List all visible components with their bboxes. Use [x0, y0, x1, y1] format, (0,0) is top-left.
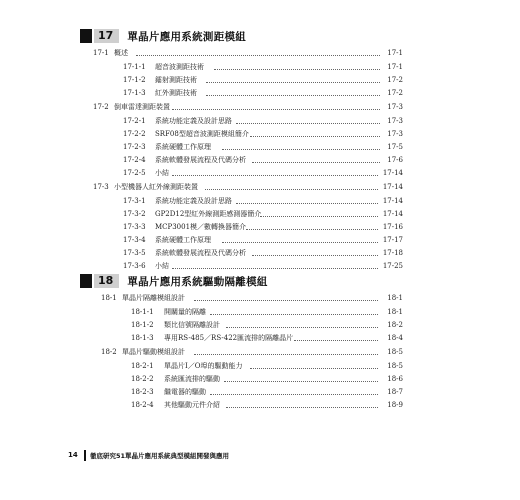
toc-section[interactable] — [0, 181, 520, 193]
subsection-number: 17-3-1 — [123, 197, 146, 205]
page-ref: 17-6 — [387, 156, 403, 164]
dot-leader — [214, 69, 380, 70]
page-ref: 18-1 — [387, 294, 403, 302]
subsection-number: 18-1-3 — [131, 334, 154, 342]
footer-page-number: 14 — [68, 451, 78, 459]
dot-leader — [206, 82, 380, 83]
chapter-title: 單晶片應用系統測距模組 — [127, 30, 247, 43]
page-ref: 18-6 — [387, 375, 403, 383]
subsection-number: 18-1-2 — [131, 321, 154, 329]
footer-book-title: 徹底研究51單晶片應用系統典型模組開發與應用 — [90, 451, 230, 460]
page-ref: 18-5 — [387, 348, 403, 356]
footer-divider — [84, 450, 86, 461]
dot-leader — [246, 229, 378, 230]
page-ref: 18-4 — [387, 334, 403, 342]
subsection-title: 系統軟體發展流程及代碼分析 — [155, 156, 246, 164]
subsection-number: 17-2-2 — [123, 130, 146, 138]
dot-leader — [294, 340, 378, 341]
subsection-title: 紅外測距技術 — [155, 89, 197, 97]
chapter-number: 17 — [94, 29, 119, 43]
dot-leader — [210, 394, 378, 395]
chapter-heading — [80, 28, 246, 44]
subsection-number: 17-2-5 — [123, 169, 146, 177]
chapter-number: 18 — [94, 274, 119, 288]
page-ref: 17-14 — [382, 169, 403, 177]
page-ref: 18-2 — [387, 321, 403, 329]
dot-leader — [236, 123, 380, 124]
subsection-number: 18-1-1 — [131, 308, 154, 316]
dot-leader — [250, 136, 380, 137]
toc-subsection[interactable] — [0, 87, 520, 99]
subsection-number: 17-2-1 — [123, 117, 146, 125]
subsection-number: 17-1-1 — [123, 63, 146, 71]
toc-subsection[interactable] — [0, 399, 520, 411]
page-ref: 17-1 — [387, 49, 403, 57]
subsection-title: SRF08型超音波測距模組簡介 — [155, 130, 249, 138]
page-ref: 17-14 — [382, 210, 403, 218]
chapter-marker — [80, 274, 92, 288]
subsection-number: 18-2-4 — [131, 401, 154, 409]
subsection-title: 小結 — [155, 169, 169, 177]
subsection-title: 系統功能定義及設計思路 — [155, 117, 232, 125]
page-footer — [68, 449, 229, 461]
dot-leader — [136, 55, 380, 56]
dot-leader — [226, 407, 378, 408]
chapter-title: 單晶片應用系統驅動隔離模組 — [127, 275, 268, 288]
subsection-title: 系統軟體發展流程及代碼分析 — [155, 249, 246, 257]
subsection-number: 17-1-2 — [123, 76, 146, 84]
subsection-title: GP2D12型紅外線測距感測器簡介 — [155, 210, 262, 218]
section-title: 倒車雷達測距裝置 — [114, 103, 170, 111]
page-ref: 18-7 — [387, 388, 403, 396]
subsection-title: 單晶片I／O埠的驅動能力 — [164, 362, 243, 370]
dot-leader — [172, 109, 380, 110]
page-ref: 17-5 — [387, 143, 403, 151]
subsection-title: 繼電器的驅動 — [164, 388, 206, 396]
chapter-heading — [80, 273, 268, 289]
subsection-title: 小結 — [155, 262, 169, 270]
subsection-title: 類比信號隔離設計 — [164, 321, 220, 329]
page-ref: 17-3 — [387, 130, 403, 138]
toc-subsection[interactable] — [0, 167, 520, 179]
toc-section[interactable] — [0, 346, 520, 358]
toc-subsection[interactable] — [0, 386, 520, 398]
page-ref: 18-5 — [387, 362, 403, 370]
toc-subsection[interactable] — [0, 234, 520, 246]
page-ref: 17-14 — [382, 197, 403, 205]
page-ref: 18-1 — [387, 308, 403, 316]
page-ref: 17-2 — [387, 89, 403, 97]
toc-subsection[interactable] — [0, 154, 520, 166]
dot-leader — [226, 327, 378, 328]
subsection-title: 系統硬體工作原理 — [155, 143, 211, 151]
subsection-number: 17-1-3 — [123, 89, 146, 97]
toc-subsection[interactable] — [0, 141, 520, 153]
dot-leader — [252, 255, 378, 256]
toc-section[interactable] — [0, 101, 520, 113]
subsection-number: 18-2-1 — [131, 362, 154, 370]
subsection-title: 其他驅動元件介紹 — [164, 401, 220, 409]
section-number: 17-3 — [93, 183, 109, 191]
subsection-number: 18-2-2 — [131, 375, 154, 383]
section-number: 18-1 — [101, 294, 117, 302]
dot-leader — [224, 381, 378, 382]
subsection-number: 17-3-3 — [123, 223, 146, 231]
section-number: 17-1 — [93, 49, 109, 57]
subsection-number: 17-3-4 — [123, 236, 146, 244]
dot-leader — [252, 162, 380, 163]
toc-subsection[interactable] — [0, 332, 520, 344]
dot-leader — [172, 175, 378, 176]
toc-subsection[interactable] — [0, 306, 520, 318]
subsection-title: 開關量的隔離 — [164, 308, 206, 316]
dot-leader — [222, 242, 378, 243]
page-ref: 18-9 — [387, 401, 403, 409]
toc-subsection[interactable] — [0, 115, 520, 127]
page-ref: 17-25 — [382, 262, 403, 270]
page-ref: 17-17 — [382, 236, 403, 244]
page-ref: 17-16 — [382, 223, 403, 231]
subsection-number: 17-2-4 — [123, 156, 146, 164]
page-ref: 17-3 — [387, 103, 403, 111]
subsection-title: 系統功能定義及設計思路 — [155, 197, 232, 205]
page-ref: 17-18 — [382, 249, 403, 257]
toc-subsection[interactable] — [0, 373, 520, 385]
dot-leader — [205, 189, 378, 190]
section-title: 小型機器人紅外線測距裝置 — [114, 183, 198, 191]
dot-leader — [236, 203, 378, 204]
chapter-marker — [80, 29, 92, 43]
subsection-number: 17-2-3 — [123, 143, 146, 151]
subsection-number: 18-2-3 — [131, 388, 154, 396]
dot-leader — [194, 300, 378, 301]
subsection-title: 鐳射測距技術 — [155, 76, 197, 84]
toc-subsection[interactable] — [0, 208, 520, 220]
subsection-title: MCP3001模／數轉換器簡介 — [155, 223, 247, 231]
subsection-number: 17-3-5 — [123, 249, 146, 257]
toc-subsection[interactable] — [0, 360, 520, 372]
subsection-title: 系統硬體工作原理 — [155, 236, 211, 244]
page-ref: 17-14 — [382, 183, 403, 191]
toc-subsection[interactable] — [0, 61, 520, 73]
dot-leader — [222, 149, 380, 150]
toc-subsection[interactable] — [0, 221, 520, 233]
subsection-title: 專用RS-485／RS-422匯流排的隔離晶片 — [164, 334, 294, 342]
section-number: 17-2 — [93, 103, 109, 111]
page-ref: 17-3 — [387, 117, 403, 125]
section-title: 單晶片驅動模組設計 — [122, 348, 185, 356]
toc-subsection[interactable] — [0, 195, 520, 207]
section-title: 概述 — [114, 49, 128, 57]
toc-subsection[interactable] — [0, 260, 520, 272]
section-title: 單晶片隔離模組設計 — [122, 294, 185, 302]
dot-leader — [194, 354, 378, 355]
toc-section[interactable] — [0, 47, 520, 59]
dot-leader — [210, 314, 378, 315]
page-ref: 17-1 — [387, 63, 403, 71]
toc-subsection[interactable] — [0, 74, 520, 86]
subsection-title: 系統匯流排的驅動 — [164, 375, 220, 383]
subsection-number: 17-3-2 — [123, 210, 146, 218]
toc-section[interactable] — [0, 292, 520, 304]
page-ref: 17-2 — [387, 76, 403, 84]
subsection-title: 超音波測距技術 — [155, 63, 204, 71]
toc-subsection[interactable] — [0, 128, 520, 140]
dot-leader — [206, 95, 380, 96]
toc-subsection[interactable] — [0, 247, 520, 259]
subsection-number: 17-3-6 — [123, 262, 146, 270]
dot-leader — [250, 368, 378, 369]
dot-leader — [172, 268, 378, 269]
dot-leader — [260, 216, 378, 217]
section-number: 18-2 — [101, 348, 117, 356]
toc-subsection[interactable] — [0, 319, 520, 331]
